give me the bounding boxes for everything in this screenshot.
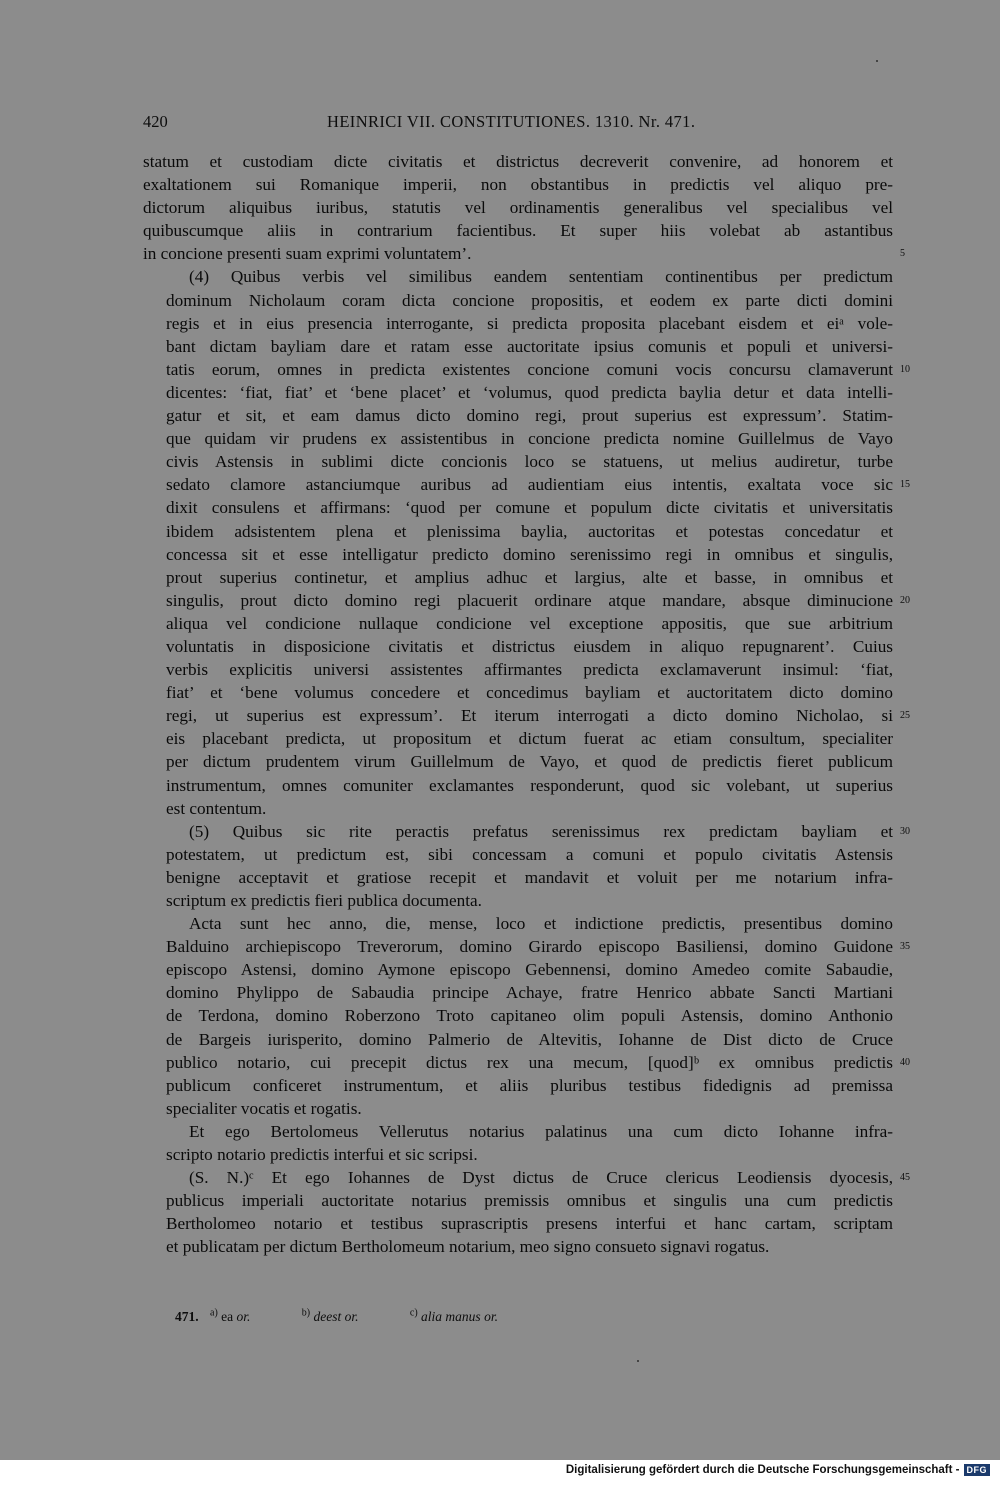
- digitization-credit: [566, 1464, 990, 1476]
- page-header: [143, 112, 893, 138]
- text-line: eis placebant predicta, ut propositum et dictum fuerat ac etiam consultum, specialiter: [166, 729, 893, 749]
- footnote-b: [302, 1309, 359, 1325]
- paragraph: [143, 912, 893, 1120]
- text-line: que quidam vir prudens ex assistentibus in concione predicta nomine Guillelmus de Vayo: [166, 429, 893, 449]
- main-text: [143, 150, 893, 1259]
- text-line: sedato clamore astanciumque auribus ad audientiam eius intentis, exaltata voce sic: [166, 475, 893, 495]
- text-line: potestatem, ut predictum est, sibi concessam a comuni et populo civitatis Astensis: [166, 844, 893, 864]
- paragraph: [143, 150, 893, 265]
- footnote-c: [410, 1309, 498, 1325]
- margin-line-number: 40: [900, 1056, 910, 1068]
- text-line: gatur et sit, et eam damus dicto domino regi, prout superius est expressum’. Statim-: [166, 406, 893, 426]
- text-line: domino Phylippo de Sabaudia principe Achaye, fratre Henrico abbate Sancti Martiani: [166, 983, 893, 1003]
- paragraph: [143, 1120, 893, 1166]
- text-line: instrumentum, omnes comuniter exclamantes responderunt, quod sic volebant, ut superius: [166, 775, 893, 795]
- footnote-mark: c): [409, 1307, 418, 1319]
- text-line: publicus imperiali auctoritate notarius premissis omnibus et singulis una cum predictis: [166, 1191, 893, 1211]
- text-line: et publicatam per dictum Bertholomeum notarium, meo signo consueto signavi rogatus.: [166, 1237, 770, 1257]
- text-line: de Bargeis iurisperito, domino Palmerio de Altevitis, Iohanne de Dist dicto de Cruce: [166, 1029, 893, 1049]
- text-line: de Terdona, domino Roberzono Troto capitaneo olim populi Astensis, domino Anthonio: [166, 1006, 893, 1026]
- text-line: bant dictam bayliam dare et ratam esse auctoritate ipsius comunis et populi et universi-: [166, 336, 893, 356]
- text-line: (S. N.)ᶜ Et ego Iohannes de Dyst dictus de Cruce clericus Leodiensis dyocesis,: [189, 1168, 893, 1188]
- text-line: singulis, prout dicto domino regi placuerit ordinare atque mandare, absque diminucione: [166, 590, 893, 610]
- footnotes: [175, 1309, 775, 1325]
- running-title: HEINRICI VII. CONSTITUTIONES. 1310. Nr. 471.: [327, 112, 696, 131]
- margin-line-number: 10: [900, 363, 910, 375]
- margin-line-number: 15: [900, 479, 910, 491]
- text-line: verbis explicitis universi assistentes affirmantes predicta exclamaverunt insimul: ‘fiat,: [166, 660, 893, 680]
- text-line: specialiter vocatis et rogatis.: [166, 1098, 362, 1118]
- text-line: dixit consulens et affirmans: ‘quod per comune et populum dicte civitatis et universitatis: [166, 498, 893, 518]
- text-line: ibidem adsistentem plena et plenissima baylia, auctoritas et potestas concedatur et: [166, 521, 893, 541]
- text-line: regi, ut superius est expressum’. Et iterum interrogati a dicto domino Nicholao, si: [166, 706, 893, 726]
- text-line: (4) Quibus verbis vel similibus eandem sententiam continentibus per predictum: [189, 267, 893, 287]
- margin-line-number: 30: [900, 825, 910, 837]
- text-line: regis et in eius presencia interrogante, si predicta proposita placebant eisdem et eiᵃ vole-: [166, 313, 893, 333]
- paragraph: [143, 265, 893, 819]
- footnote-doc-number: 471.: [175, 1309, 199, 1324]
- text-line: civis Astensis in sublimi dicte concionis loco se statuens, ut melius audiretur, turbe: [166, 452, 893, 472]
- text-line: episcopo Astensi, domino Aymone episcopo Gebennensi, domino Amedeo comite Sabaudie,: [166, 960, 893, 980]
- text-line: (5) Quibus sic rite peractis prefatus serenissimus rex predictam bayliam et: [189, 821, 893, 841]
- paragraph: [143, 820, 893, 912]
- margin-line-number: 45: [900, 1172, 910, 1184]
- text-line: aliqua vel condicione nullaque condicione vel exceptione appositis, que sue arbitrium: [166, 613, 893, 633]
- text-line: Acta sunt hec anno, die, mense, loco et indictione predictis, presentibus domino: [189, 914, 893, 934]
- scan-speck: [876, 60, 878, 62]
- text-line: Bertholomeo notario et testibus suprascriptis presens interfui et hanc cartam, scriptam: [166, 1214, 893, 1234]
- scan-speck: [637, 1360, 639, 1362]
- text-line: publicum conficeret instrumentum, et aliis pluribus testibus fidedignis ad premissa: [166, 1075, 893, 1095]
- text-line: Balduino archiepiscopo Treverorum, domino Girardo episcopo Basiliensi, domino Guidone: [166, 937, 893, 957]
- text-line: tatis eorum, omnes in predicta existentes concione comuni vocis concursu clamaverunt: [166, 359, 893, 379]
- margin-line-number: 20: [900, 594, 910, 606]
- footnote-mark: a): [210, 1307, 218, 1319]
- text-line: scriptum ex predictis fieri publica documenta.: [166, 891, 482, 910]
- margin-line-number: 25: [900, 710, 910, 722]
- footnote-text: deest: [313, 1309, 342, 1324]
- text-line: prout superius continetur, et amplius adhuc et largius, alte et basse, in omnibus et: [166, 567, 893, 587]
- footnote-a: [210, 1309, 250, 1325]
- credit-text: Digitalisierung gefördert durch die Deutsche Forschungsgemeinschaft -: [565, 1464, 960, 1476]
- text-line: fiat’ et ‘bene volumus concedere et concedimus bayliam et auctoritatem dicto domino: [166, 683, 893, 703]
- text-line: exaltationem sui Romanique imperii, non obstantibus in predictis vel aliquo pre-: [143, 175, 893, 195]
- page-number: 420: [143, 112, 168, 131]
- text-line: publico notario, cui precepit dictus rex una mecum, [quod]ᵇ ex omnibus predictis: [166, 1052, 893, 1072]
- text-line: dominum Nicholaum coram dicta concione propositis, et eodem ex parte dicti domini: [166, 290, 893, 310]
- margin-line-number: 35: [900, 941, 910, 953]
- text-line: benigne acceptavit et gratiose recepit et mandavit et voluit per me notarium infra-: [166, 867, 893, 887]
- text-line: scripto notario predictis interfui et sic scripsi.: [166, 1145, 478, 1165]
- footnote-source: or.: [236, 1309, 251, 1324]
- text-line: Et ego Bertolomeus Vellerutus notarius palatinus una cum dicto Iohanne infra-: [189, 1121, 893, 1141]
- footnote-source: or.: [344, 1309, 359, 1324]
- footnote-text: alia manus: [421, 1309, 481, 1324]
- text-line: dicentes: ‘fiat, fiat’ et ‘bene placet’ et ‘volumus, quod predicta baylia detur et data intelli-: [166, 382, 893, 402]
- text-line: quibuscumque aliis in contrarium facientibus. Et super hiis volebat ab astantibus: [143, 221, 893, 241]
- margin-line-number: 5: [900, 248, 905, 260]
- text-line: statum et custodiam dicte civitatis et districtus decreverit convenire, ad honorem et: [143, 152, 893, 171]
- dfg-logo: DFG: [964, 1464, 991, 1476]
- text-line: concessa sit et esse intelligatur predicto domino serenissimo regi in omnibus et singulis,: [166, 544, 893, 564]
- text-line: dictorum aliquibus iuribus, statutis vel ordinamentis generalibus vel specialibus vel: [143, 198, 893, 218]
- text-line: per dictum prudentem virum Guillelmum de Vayo, et quod de predictis fieret publicum: [166, 752, 893, 772]
- text-line: in concione presenti suam exprimi voluntatem’.: [143, 244, 472, 264]
- footnote-mark: b): [301, 1307, 311, 1319]
- paragraph: [143, 1166, 893, 1258]
- text-line: voluntatis in disposicione civitatis et districtus eiusdem in aliquo repugnarent’. Cuius: [166, 636, 893, 656]
- footnote-source: or.: [484, 1309, 498, 1324]
- text-line: est contentum.: [166, 798, 267, 818]
- footnote-text: ea: [221, 1309, 234, 1324]
